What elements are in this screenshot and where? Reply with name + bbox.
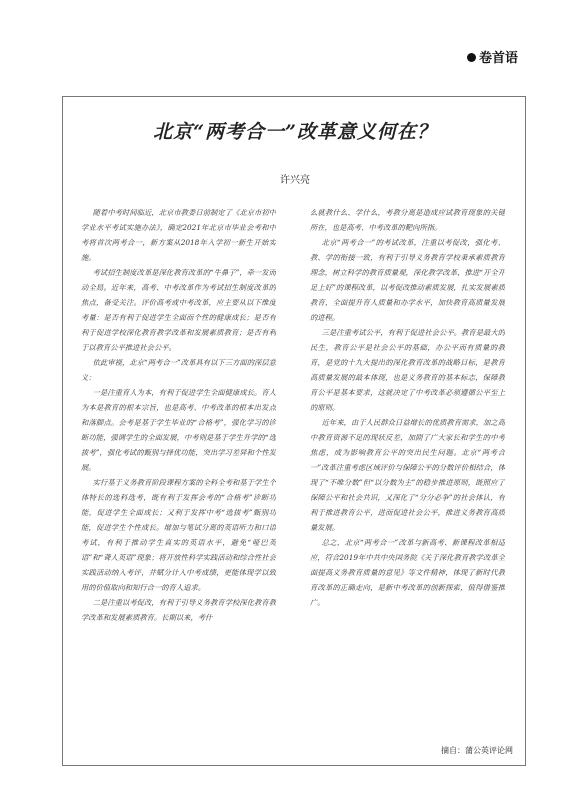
section-label-text: 卷首语 xyxy=(479,51,519,66)
paragraph: 二是注重以考促改，有利于引导义务教育学校深化教育教学改革和发展素质教育。长期以来，考什 xyxy=(81,598,276,622)
section-label xyxy=(467,51,567,67)
paragraph: 考试招生制度改革是深化教育改革的“牛鼻子”，牵一发而动全局。近年来，高考、中考改革作为考试招生制度改革的焦点，备受关注。评价高考或中考改革，应主要从以下维度考量：是否有利于促进学生全面而个性的健康成长；是否有利于促进学校深化教育教学改革和发展素质教育；是否有利于以教育公平推进社会公平。 xyxy=(81,268,276,352)
paragraph: 么就教什么、学什么，考教分离是造成应试教育现象的关键所在，也是高考、中考改革的靶向所指。 xyxy=(310,208,505,232)
paragraph: 北京“两考合一”的考试改革，注重以考促改，强化考、教、学的衔接一致，有利于引导义务教育学校秉承素质教育理念，树立科学的教育质量观，深化教学改革，推进“开全开足上好”的课程改革，以考促改推动素质发展，扎实发展素质教育，全面提升育人质量和办学水平，加快教育高质量发展的进程。 xyxy=(310,238,505,322)
paragraph: 三是注重考试公平，有利于促进社会公平。教育是最大的民生，教育公平是社会公平的基础，办公平而有质量的教育，是党的十九大提出的深化教育改革的战略目标，是教育高质量发展的最本体现，也是义务教育的基本标志，保障教育公平是基本要求，这就决定了中考改革必须遵循公平至上的原则。 xyxy=(310,328,505,412)
paragraph: 总之，北京“两考合一”改革与新高考、新课程改革相适应，符合2019年中共中央国务院《关于深化教育教学改革全面提高义务教育质量的意见》等文件精神，体现了新时代教育改革的正确走向，是新中考改革的创新探索，值得借鉴推广。 xyxy=(310,538,505,607)
paragraph: 一是注重育人为本，有利于促进学生全面健康成长。育人为本是教育的根本宗旨，也是高考、中考改革的根本出发点和落脚点。会考是基于学生毕业的“合格考”，强化学习的诊断功能，强调学生的全面发展，中考则是基于学生升学的“选拔考”，强化考试的甄别与择优功能，突出学习差异和个性发展。 xyxy=(81,388,276,472)
article-frame xyxy=(62,96,526,766)
source-credit: 摘自：蒲公英评论网 xyxy=(441,746,513,755)
paragraph: 依此审视，北京“两考合一”改革具有以下三方面的深层意义： xyxy=(81,358,276,382)
paragraph: 近年来，由于人民群众日益增长的优质教育需求，加之高中教育资源不足的现状反差，加剧了广大家长和学生的中考焦虑，成为影响教育公平的突出民生问题。北京“两考合一”改革注重考虑区域评价与保障公平的分数评价相结合，体现了“不唯分数”但“以分数为主”的稳步推进原则，既照应了保障公平和社会共识，又深化了“分分必争”的社会体认，有利于推进教育公平，进而促进社会公平，推进义务教育高质量发展。 xyxy=(310,418,505,532)
article-title: 北京“两考合一”改革意义何在？ xyxy=(153,121,437,143)
paragraph: 随着中考时间临近，北京市教委日前制定了《北京市初中学业水平考试实施办法》，确定2021年北京市毕业会考和中考将首次两考合一，新方案从2018年入学初一新生开始实施。 xyxy=(81,208,276,262)
right-column xyxy=(310,205,505,745)
bullet-icon xyxy=(467,53,476,62)
left-column xyxy=(81,205,276,760)
paragraph: 实行基于义务教育阶段课程方案的全科全考和基于学生个体特长的选科选考，既有利于发挥会考的“合格考”诊断功能，促进学生全面成长；又利于发挥中考“选拔考”甄别功能，促进学生个性成长。增加与笔试分离的英语听力和口语考试，有利于推动学生真实的英语水平，避免“哑巴英语”和“聋人英语”现象；将开放性科学实践活动和综合性社会实践活动纳入考评，并赋分计入中考成绩，更能体现学以致用的价值取向和知行合一的育人追求。 xyxy=(81,478,276,592)
article-author: 许兴亮 xyxy=(280,175,310,186)
